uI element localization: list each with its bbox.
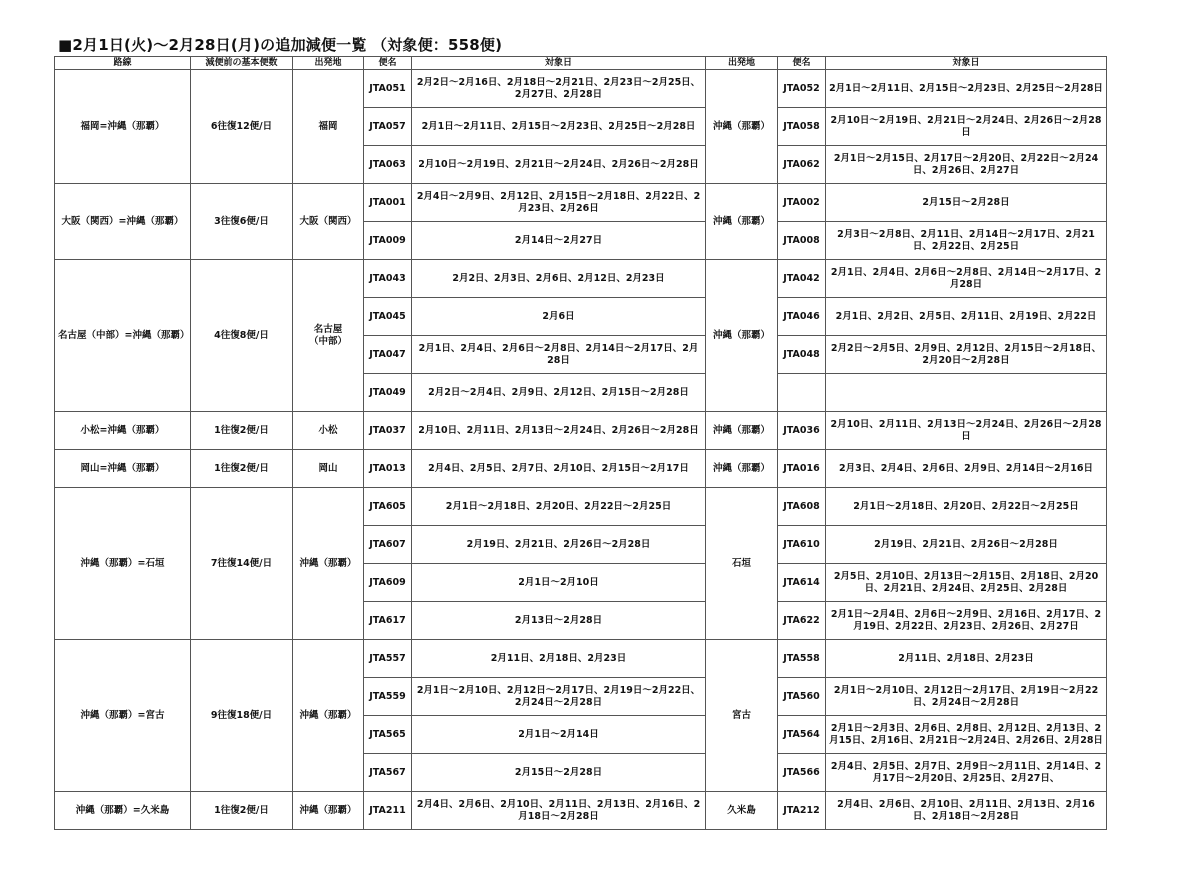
route-cell: 名古屋（中部）=沖縄（那覇） <box>55 260 191 412</box>
target-dates-cell: 2月2日～2月4日、2月9日、2月12日、2月15日～2月28日 <box>412 374 706 412</box>
target-dates-cell: 2月6日 <box>412 298 706 336</box>
return-target-dates-cell: 2月4日、2月6日、2月10日、2月11日、2月13日、2月16日、2月18日～2月28日 <box>826 792 1107 830</box>
flight-number-cell: JTA607 <box>364 526 412 564</box>
target-dates-cell: 2月11日、2月18日、2月23日 <box>412 640 706 678</box>
base-flights-cell: 6往復12便/日 <box>191 70 293 184</box>
target-dates-cell: 2月15日～2月28日 <box>412 754 706 792</box>
header-row <box>55 57 1107 70</box>
target-dates-cell: 2月13日～2月28日 <box>412 602 706 640</box>
target-dates-cell: 2月4日、2月5日、2月7日、2月10日、2月15日～2月17日 <box>412 450 706 488</box>
base-flights-cell: 1往復2便/日 <box>191 412 293 450</box>
header-flight: 便名 <box>364 57 412 70</box>
return-flight-number-cell <box>778 374 826 412</box>
header-return-departure: 出発地 <box>706 57 778 70</box>
table-body <box>55 70 1107 830</box>
route-cell: 沖縄（那覇）=石垣 <box>55 488 191 640</box>
table-row <box>55 70 1107 108</box>
base-flights-cell: 7往復14便/日 <box>191 488 293 640</box>
table-row <box>55 488 1107 526</box>
base-flights-cell: 1往復2便/日 <box>191 450 293 488</box>
flight-number-cell: JTA063 <box>364 146 412 184</box>
return-target-dates-cell: 2月1日、2月4日、2月6日～2月8日、2月14日～2月17日、2月28日 <box>826 260 1107 298</box>
return-target-dates-cell: 2月11日、2月18日、2月23日 <box>826 640 1107 678</box>
departure-cell: 沖縄（那覇） <box>293 488 364 640</box>
flight-number-cell: JTA049 <box>364 374 412 412</box>
flight-number-cell: JTA001 <box>364 184 412 222</box>
header-return-flight: 便名 <box>778 57 826 70</box>
target-dates-cell: 2月10日～2月19日、2月21日～2月24日、2月26日～2月28日 <box>412 146 706 184</box>
departure-cell: 福岡 <box>293 70 364 184</box>
target-dates-cell: 2月2日、2月3日、2月6日、2月12日、2月23日 <box>412 260 706 298</box>
return-flight-number-cell: JTA046 <box>778 298 826 336</box>
return-flight-number-cell: JTA212 <box>778 792 826 830</box>
base-flights-cell: 4往復8便/日 <box>191 260 293 412</box>
departure-cell: 小松 <box>293 412 364 450</box>
flight-number-cell: JTA609 <box>364 564 412 602</box>
return-flight-number-cell: JTA614 <box>778 564 826 602</box>
return-target-dates-cell: 2月1日～2月4日、2月6日～2月9日、2月16日、2月17日、2月19日、2月22日、2月23日、2月26日、2月27日 <box>826 602 1107 640</box>
flight-number-cell: JTA605 <box>364 488 412 526</box>
return-departure-cell: 沖縄（那覇） <box>706 450 778 488</box>
table-row <box>55 792 1107 830</box>
return-departure-cell: 沖縄（那覇） <box>706 260 778 412</box>
flight-number-cell: JTA037 <box>364 412 412 450</box>
return-target-dates-cell: 2月3日、2月4日、2月6日、2月9日、2月14日～2月16日 <box>826 450 1107 488</box>
return-flight-number-cell: JTA558 <box>778 640 826 678</box>
departure-cell: 大阪（関西） <box>293 184 364 260</box>
departure-cell: 沖縄（那覇） <box>293 792 364 830</box>
table-row <box>55 184 1107 222</box>
return-target-dates-cell: 2月1日～2月18日、2月20日、2月22日～2月25日 <box>826 488 1107 526</box>
return-flight-number-cell: JTA062 <box>778 146 826 184</box>
target-dates-cell: 2月19日、2月21日、2月26日～2月28日 <box>412 526 706 564</box>
route-cell: 沖縄（那覇）=久米島 <box>55 792 191 830</box>
flight-number-cell: JTA057 <box>364 108 412 146</box>
return-target-dates-cell <box>826 374 1107 412</box>
flight-number-cell: JTA565 <box>364 716 412 754</box>
return-flight-number-cell: JTA016 <box>778 450 826 488</box>
base-flights-cell: 9往復18便/日 <box>191 640 293 792</box>
route-cell: 沖縄（那覇）=宮古 <box>55 640 191 792</box>
flight-number-cell: JTA211 <box>364 792 412 830</box>
flight-number-cell: JTA013 <box>364 450 412 488</box>
flight-number-cell: JTA045 <box>364 298 412 336</box>
target-dates-cell: 2月14日～2月27日 <box>412 222 706 260</box>
header-base-flights: 減便前の基本便数 <box>191 57 293 70</box>
return-target-dates-cell: 2月5日、2月10日、2月13日～2月15日、2月18日、2月20日、2月21日、2月24日、2月25日、2月28日 <box>826 564 1107 602</box>
target-dates-cell: 2月2日～2月16日、2月18日～2月21日、2月23日～2月25日、2月27日、2月28日 <box>412 70 706 108</box>
target-dates-cell: 2月1日～2月11日、2月15日～2月23日、2月25日～2月28日 <box>412 108 706 146</box>
header-route: 路線 <box>55 57 191 70</box>
return-departure-cell: 宮古 <box>706 640 778 792</box>
return-flight-number-cell: JTA564 <box>778 716 826 754</box>
return-flight-number-cell: JTA622 <box>778 602 826 640</box>
return-target-dates-cell: 2月2日～2月5日、2月9日、2月12日、2月15日～2月18日、2月20日～2月28日 <box>826 336 1107 374</box>
return-flight-number-cell: JTA002 <box>778 184 826 222</box>
header-departure: 出発地 <box>293 57 364 70</box>
return-flight-number-cell: JTA042 <box>778 260 826 298</box>
flight-number-cell: JTA559 <box>364 678 412 716</box>
header-target-dates: 対象日 <box>412 57 706 70</box>
page-title: ■2月1日(火)～2月28日(月)の追加減便一覧 （対象便：558便) <box>58 36 503 54</box>
flight-number-cell: JTA051 <box>364 70 412 108</box>
departure-cell: 名古屋 （中部） <box>293 260 364 412</box>
return-target-dates-cell: 2月1日～2月10日、2月12日～2月17日、2月19日～2月22日、2月24日～2月28日 <box>826 678 1107 716</box>
table-row <box>55 260 1107 298</box>
return-flight-number-cell: JTA036 <box>778 412 826 450</box>
header-return-target-dates: 対象日 <box>826 57 1107 70</box>
return-flight-number-cell: JTA048 <box>778 336 826 374</box>
return-target-dates-cell: 2月3日～2月8日、2月11日、2月14日～2月17日、2月21日、2月22日、2月25日 <box>826 222 1107 260</box>
return-departure-cell: 沖縄（那覇） <box>706 184 778 260</box>
target-dates-cell: 2月1日～2月10日 <box>412 564 706 602</box>
target-dates-cell: 2月1日～2月18日、2月20日、2月22日～2月25日 <box>412 488 706 526</box>
route-cell: 福岡=沖縄（那覇） <box>55 70 191 184</box>
flight-number-cell: JTA047 <box>364 336 412 374</box>
table-row <box>55 640 1107 678</box>
flight-number-cell: JTA009 <box>364 222 412 260</box>
target-dates-cell: 2月4日～2月9日、2月12日、2月15日～2月18日、2月22日、2月23日、2月26日 <box>412 184 706 222</box>
flight-number-cell: JTA557 <box>364 640 412 678</box>
return-target-dates-cell: 2月1日～2月15日、2月17日～2月20日、2月22日～2月24日、2月26日、2月27日 <box>826 146 1107 184</box>
return-departure-cell: 沖縄（那覇） <box>706 70 778 184</box>
table-row <box>55 412 1107 450</box>
target-dates-cell: 2月1日～2月10日、2月12日～2月17日、2月19日～2月22日、2月24日～2月28日 <box>412 678 706 716</box>
return-flight-number-cell: JTA058 <box>778 108 826 146</box>
return-flight-number-cell: JTA610 <box>778 526 826 564</box>
return-flight-number-cell: JTA052 <box>778 70 826 108</box>
return-flight-number-cell: JTA560 <box>778 678 826 716</box>
return-departure-cell: 沖縄（那覇） <box>706 412 778 450</box>
departure-cell: 沖縄（那覇） <box>293 640 364 792</box>
target-dates-cell: 2月1日、2月4日、2月6日～2月8日、2月14日～2月17日、2月28日 <box>412 336 706 374</box>
return-target-dates-cell: 2月19日、2月21日、2月26日～2月28日 <box>826 526 1107 564</box>
return-target-dates-cell: 2月10日、2月11日、2月13日～2月24日、2月26日～2月28日 <box>826 412 1107 450</box>
return-target-dates-cell: 2月10日～2月19日、2月21日～2月24日、2月26日～2月28日 <box>826 108 1107 146</box>
return-flight-number-cell: JTA608 <box>778 488 826 526</box>
return-target-dates-cell: 2月1日～2月3日、2月6日、2月8日、2月12日、2月13日、2月15日、2月16日、2月21日～2月24日、2月26日、2月28日 <box>826 716 1107 754</box>
flight-number-cell: JTA043 <box>364 260 412 298</box>
flight-reduction-table <box>54 56 1107 830</box>
route-cell: 大阪（関西）=沖縄（那覇） <box>55 184 191 260</box>
return-target-dates-cell: 2月1日、2月2日、2月5日、2月11日、2月19日、2月22日 <box>826 298 1107 336</box>
route-cell: 岡山=沖縄（那覇） <box>55 450 191 488</box>
target-dates-cell: 2月10日、2月11日、2月13日～2月24日、2月26日～2月28日 <box>412 412 706 450</box>
table-row <box>55 450 1107 488</box>
return-target-dates-cell: 2月15日～2月28日 <box>826 184 1107 222</box>
flight-number-cell: JTA617 <box>364 602 412 640</box>
return-target-dates-cell: 2月4日、2月5日、2月7日、2月9日～2月11日、2月14日、2月17日～2月20日、2月25日、2月27日、 <box>826 754 1107 792</box>
target-dates-cell: 2月4日、2月6日、2月10日、2月11日、2月13日、2月16日、2月18日～2月28日 <box>412 792 706 830</box>
route-cell: 小松=沖縄（那覇） <box>55 412 191 450</box>
return-flight-number-cell: JTA566 <box>778 754 826 792</box>
return-departure-cell: 久米島 <box>706 792 778 830</box>
flight-number-cell: JTA567 <box>364 754 412 792</box>
target-dates-cell: 2月1日～2月14日 <box>412 716 706 754</box>
return-flight-number-cell: JTA008 <box>778 222 826 260</box>
base-flights-cell: 1往復2便/日 <box>191 792 293 830</box>
departure-cell: 岡山 <box>293 450 364 488</box>
base-flights-cell: 3往復6便/日 <box>191 184 293 260</box>
return-target-dates-cell: 2月1日～2月11日、2月15日～2月23日、2月25日～2月28日 <box>826 70 1107 108</box>
return-departure-cell: 石垣 <box>706 488 778 640</box>
